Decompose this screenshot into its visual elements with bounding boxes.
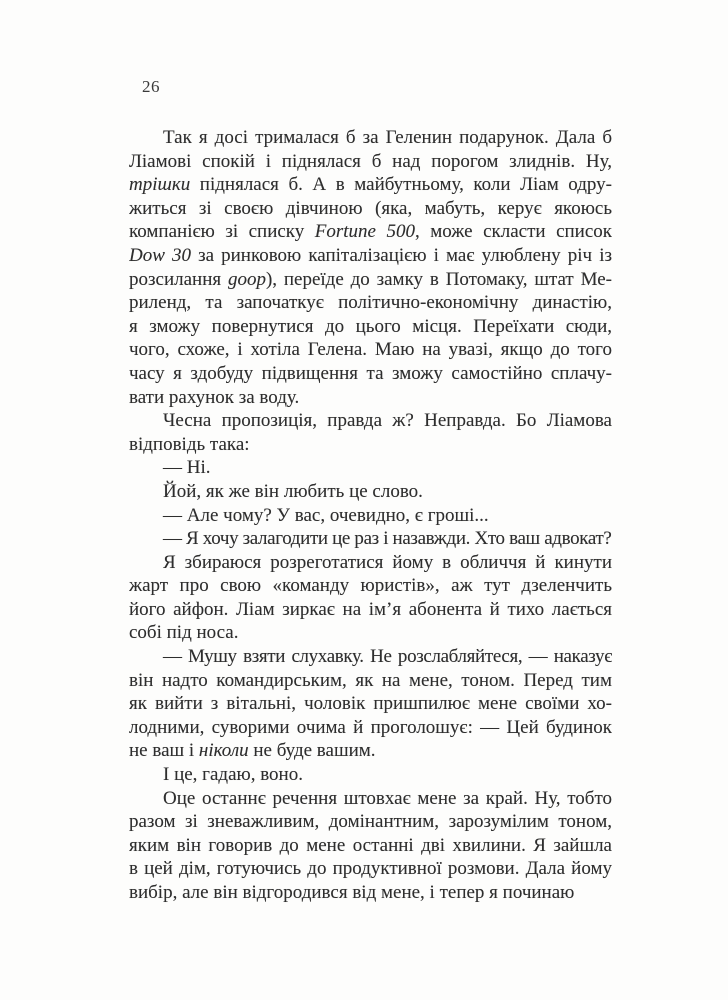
- text-line: [129, 291, 612, 315]
- text-segment: вати рахунок за воду.: [129, 386, 300, 408]
- text-segment: в цей дім, готуючись до продуктивної розмови. Дала йому: [129, 858, 612, 880]
- text-line: [129, 197, 612, 221]
- text-line: [129, 598, 612, 622]
- text-line: [129, 716, 612, 740]
- text-line: [129, 220, 612, 244]
- text-line: [129, 692, 612, 716]
- text-segment: — Але чому? У вас, очевидно, є гроші...: [163, 504, 489, 526]
- text-segment: вибір, але він відгородився від мене, і тепер я починаю: [129, 882, 575, 903]
- text-line: [129, 810, 612, 834]
- text-segment: , може скласти список: [414, 221, 612, 243]
- text-line: [129, 857, 612, 881]
- text-segment: його айфон. Ліам зиркає на ім’я абонента й тихо лається: [129, 598, 612, 620]
- text-segment: він надто командирським, як на мене, тоном. Перед тим: [129, 669, 612, 691]
- text-segment: Ліамові спокій і піднялася б над порогом злиднів. Ну,: [129, 150, 612, 172]
- text-line: [129, 173, 612, 197]
- text-segment: як вийти з вітальні, чоловік пришпилює мене своїми хо-: [129, 693, 612, 715]
- text-segment: компанією зі списку: [129, 221, 315, 243]
- text-line: [129, 362, 612, 386]
- text-line: [129, 787, 612, 811]
- text-segment: — Я хочу залагодити це раз і назавжди. Хто ваш адвокат?: [163, 528, 612, 550]
- text-line: [129, 574, 612, 598]
- text-line: [129, 126, 612, 150]
- text-segment: розсилання: [129, 268, 228, 290]
- text-segment: — Ні.: [163, 457, 211, 479]
- text-line: [129, 669, 612, 693]
- text-segment: Так я досі трималася б за Геленин подарунок. Дала б: [163, 127, 612, 148]
- text-segment: Оце останнє речення штовхає мене за край. Ну, тобто: [163, 787, 612, 809]
- italic-text-segment: goop: [227, 268, 266, 290]
- text-segment: часу я здобуду підвищення та зможу самостійно сплачу-: [129, 362, 612, 384]
- text-segment: жарт про свою «команду юристів», аж тут дзеленчить: [129, 575, 612, 597]
- text-segment: не ваш і: [129, 740, 199, 762]
- text-segment: Чесна пропозиція, правда ж? Неправда. Бо Ліамова: [163, 410, 612, 432]
- text-segment: разом зі зневажливим, домінантним, зарозумілим тоном,: [129, 811, 612, 833]
- text-segment: не буде вашим.: [248, 740, 376, 762]
- text-line: [129, 480, 612, 504]
- italic-text-segment: ніколи: [198, 740, 249, 762]
- text-segment: відповідь така:: [129, 433, 250, 455]
- italic-text-segment: Fortune 500: [314, 221, 415, 243]
- text-line: [129, 456, 612, 480]
- text-line: [129, 504, 612, 528]
- text-line: [129, 645, 612, 669]
- text-segment: Йой, як же він любить це слово.: [163, 480, 423, 502]
- text-segment: піднялася б. А в майбутньому, коли Ліам одру-: [190, 174, 612, 196]
- text-segment: собі під носа.: [129, 622, 239, 644]
- text-line: [129, 739, 612, 763]
- text-segment: ), переїде до замку в Потомаку, штат Ме-: [265, 268, 612, 290]
- italic-text-segment: Dow 30: [129, 244, 191, 266]
- text-line: [129, 763, 612, 787]
- text-line: [129, 268, 612, 292]
- text-line: [129, 150, 612, 174]
- text-segment: І це, гадаю, воно.: [163, 764, 303, 786]
- text-line: [129, 621, 612, 645]
- text-segment: яким він говорив до мене останні дві хвилини. Я зайшла: [129, 834, 612, 856]
- text-line: [129, 338, 612, 362]
- text-line: [129, 386, 612, 410]
- text-segment: я зможу повернутися до цього місця. Переїхати сюди,: [129, 315, 612, 337]
- page-text: [129, 126, 612, 905]
- text-line: [129, 551, 612, 575]
- text-segment: за ринковою капіталізацією і має улюблену річ із: [190, 244, 612, 266]
- text-line: [129, 409, 612, 433]
- italic-text-segment: трішки: [129, 174, 191, 196]
- text-segment: чого, схоже, і хотіла Гелена. Маю на увазі, якщо до того: [129, 339, 612, 361]
- text-line: [129, 834, 612, 858]
- text-line: [129, 315, 612, 339]
- text-segment: лодними, суворими очима й проголошує: — Цей будинок: [129, 716, 612, 738]
- text-line: [129, 244, 612, 268]
- text-line: [129, 881, 612, 905]
- text-segment: житься зі своєю дівчиною (яка, мабуть, керує якоюсь: [129, 197, 612, 219]
- text-segment: риленд, та започаткує політично-економічну династію,: [129, 292, 612, 314]
- text-line: [129, 527, 612, 551]
- text-segment: Я збираюся розреготатися йому в обличчя й кинути: [163, 551, 612, 573]
- text-line: [129, 433, 612, 457]
- text-segment: — Мушу взяти слухавку. Не розслабляйтеся, — наказує: [163, 646, 612, 668]
- page-number: 26: [142, 77, 160, 96]
